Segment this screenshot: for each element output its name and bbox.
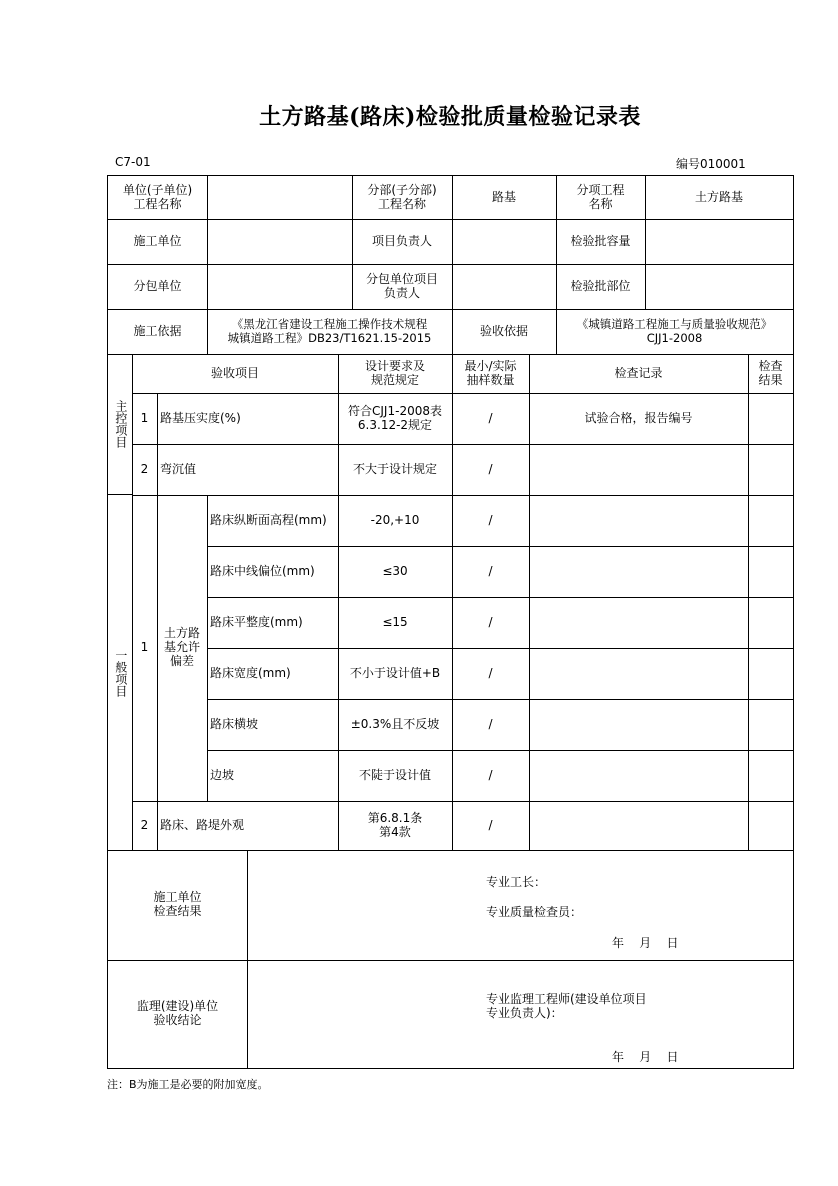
col-header-requirement: 设计要求及 规范规定 [338, 354, 453, 394]
general-extra-name: 路床、路堤外观 [157, 801, 339, 851]
general-row-1-result[interactable] [748, 495, 794, 547]
footnote: 注：B为施工是必要的附加宽度。 [107, 1078, 269, 1091]
general-row-2-name: 路床中线偏位(mm) [207, 546, 339, 598]
main-row-1-sample[interactable]: / [452, 393, 530, 445]
supervisor-date: 年 月 日 [612, 1050, 679, 1064]
general-row-6-name: 边坡 [207, 750, 339, 802]
general-label: 一般项目 [113, 648, 128, 697]
general-row-5-name: 路床横坡 [207, 699, 339, 751]
main-row-1-requirement: 符合CJJ1-2008表 6.3.12-2规定 [338, 393, 453, 445]
sub-pm-value[interactable] [452, 264, 557, 310]
main-row-2-sample[interactable]: / [452, 444, 530, 496]
general-row-4-name: 路床宽度(mm) [207, 648, 339, 700]
general-row-6-result[interactable] [748, 750, 794, 802]
supervisor-conclusion-label: 监理(建设)单位 验收结论 [107, 960, 248, 1069]
quality-inspector-label: 专业质量检查员： [486, 905, 583, 919]
main-row-2-name: 弯沉值 [157, 444, 339, 496]
general-row-5-requirement: ±0.3%且不反坡 [338, 699, 453, 751]
general-row-6-sample[interactable]: / [452, 750, 530, 802]
subcontractor-label: 分包单位 [107, 264, 208, 310]
general-row-3-record[interactable] [529, 597, 749, 649]
general-row-4-sample[interactable]: / [452, 648, 530, 700]
general-row-4-result[interactable] [748, 648, 794, 700]
general-row-1-requirement: -20,+10 [338, 495, 453, 547]
general-extra-record[interactable] [529, 801, 749, 851]
construction-basis-label: 施工依据 [107, 309, 208, 355]
general-extra-no: 2 [132, 801, 158, 851]
form-code: C7-01 [115, 155, 151, 169]
project-name-label: 单位(子单位) 工程名称 [107, 175, 208, 220]
supervising-engineer-label: 专业监理工程师(建设单位项目 专业负责人)： [486, 992, 647, 1020]
acceptance-basis-label: 验收依据 [452, 309, 557, 355]
project-name-value[interactable] [207, 175, 353, 220]
batch-capacity-label: 检验批容量 [556, 219, 646, 265]
main-row-2-requirement: 不大于设计规定 [338, 444, 453, 496]
page-title: 土方路基(路床)检验批质量检验记录表 [259, 104, 641, 130]
main-row-2-result[interactable] [748, 444, 794, 496]
general-row-5-record[interactable] [529, 699, 749, 751]
general-row-4-record[interactable] [529, 648, 749, 700]
general-row-1-name: 路床纵断面高程(mm) [207, 495, 339, 547]
project-manager-value[interactable] [452, 219, 557, 265]
construction-basis-value: 《黑龙江省建设工程施工操作技术规程 城镇道路工程》DB23/T1621.15-2015 [207, 309, 453, 355]
foreman-label: 专业工长： [486, 875, 547, 889]
batch-location-value[interactable] [645, 264, 794, 310]
general-row-1-sample[interactable]: / [452, 495, 530, 547]
serial-number: 编号010001 [676, 157, 746, 171]
main-row-1-record[interactable]: 试验合格，报告编号 [529, 393, 749, 445]
general-row-5-result[interactable] [748, 699, 794, 751]
general-row-3-name: 路床平整度(mm) [207, 597, 339, 649]
general-row-3-sample[interactable]: / [452, 597, 530, 649]
general-row-4-requirement: 不小于设计值+B [338, 648, 453, 700]
general-row-6-requirement: 不陡于设计值 [338, 750, 453, 802]
main-control-label-cell [107, 354, 133, 495]
general-extra-result[interactable] [748, 801, 794, 851]
division-value[interactable]: 路基 [452, 175, 557, 220]
main-row-1-name: 路基压实度(%) [157, 393, 339, 445]
general-group-name: 土方路 基允许 偏差 [157, 495, 208, 802]
constructor-check-label: 施工单位 检查结果 [107, 850, 248, 961]
constructor-date: 年 月 日 [612, 936, 679, 950]
general-row-2-requirement: ≤30 [338, 546, 453, 598]
batch-location-label: 检验批部位 [556, 264, 646, 310]
general-row-1-record[interactable] [529, 495, 749, 547]
batch-capacity-value[interactable] [645, 219, 794, 265]
division-label: 分部(子分部) 工程名称 [352, 175, 453, 220]
constructor-value[interactable] [207, 219, 353, 265]
main-row-1-result[interactable] [748, 393, 794, 445]
general-row-3-result[interactable] [748, 597, 794, 649]
col-header-record: 检查记录 [529, 354, 749, 394]
main-row-2-no: 2 [132, 444, 158, 496]
general-group-no: 1 [132, 495, 158, 802]
project-manager-label: 项目负责人 [352, 219, 453, 265]
constructor-label: 施工单位 [107, 219, 208, 265]
general-row-2-result[interactable] [748, 546, 794, 598]
main-row-1-no: 1 [132, 393, 158, 445]
general-row-2-record[interactable] [529, 546, 749, 598]
main-control-label: 主控项目 [113, 400, 128, 448]
sub-pm-label: 分包单位项目 负责人 [352, 264, 453, 310]
general-row-5-sample[interactable]: / [452, 699, 530, 751]
general-extra-requirement: 第6.8.1条 第4款 [338, 801, 453, 851]
general-label-cell [107, 495, 133, 851]
col-header-item: 验收项目 [132, 354, 339, 394]
col-header-sample: 最小/实际 抽样数量 [452, 354, 530, 394]
subitem-value[interactable]: 土方路基 [645, 175, 794, 220]
subcontractor-value[interactable] [207, 264, 353, 310]
general-row-6-record[interactable] [529, 750, 749, 802]
main-row-2-record[interactable] [529, 444, 749, 496]
general-extra-sample[interactable]: / [452, 801, 530, 851]
subitem-label: 分项工程 名称 [556, 175, 646, 220]
general-row-2-sample[interactable]: / [452, 546, 530, 598]
general-row-3-requirement: ≤15 [338, 597, 453, 649]
col-header-result: 检查 结果 [748, 354, 794, 394]
acceptance-basis-value: 《城镇道路工程施工与质量验收规范》 CJJ1-2008 [556, 309, 794, 355]
